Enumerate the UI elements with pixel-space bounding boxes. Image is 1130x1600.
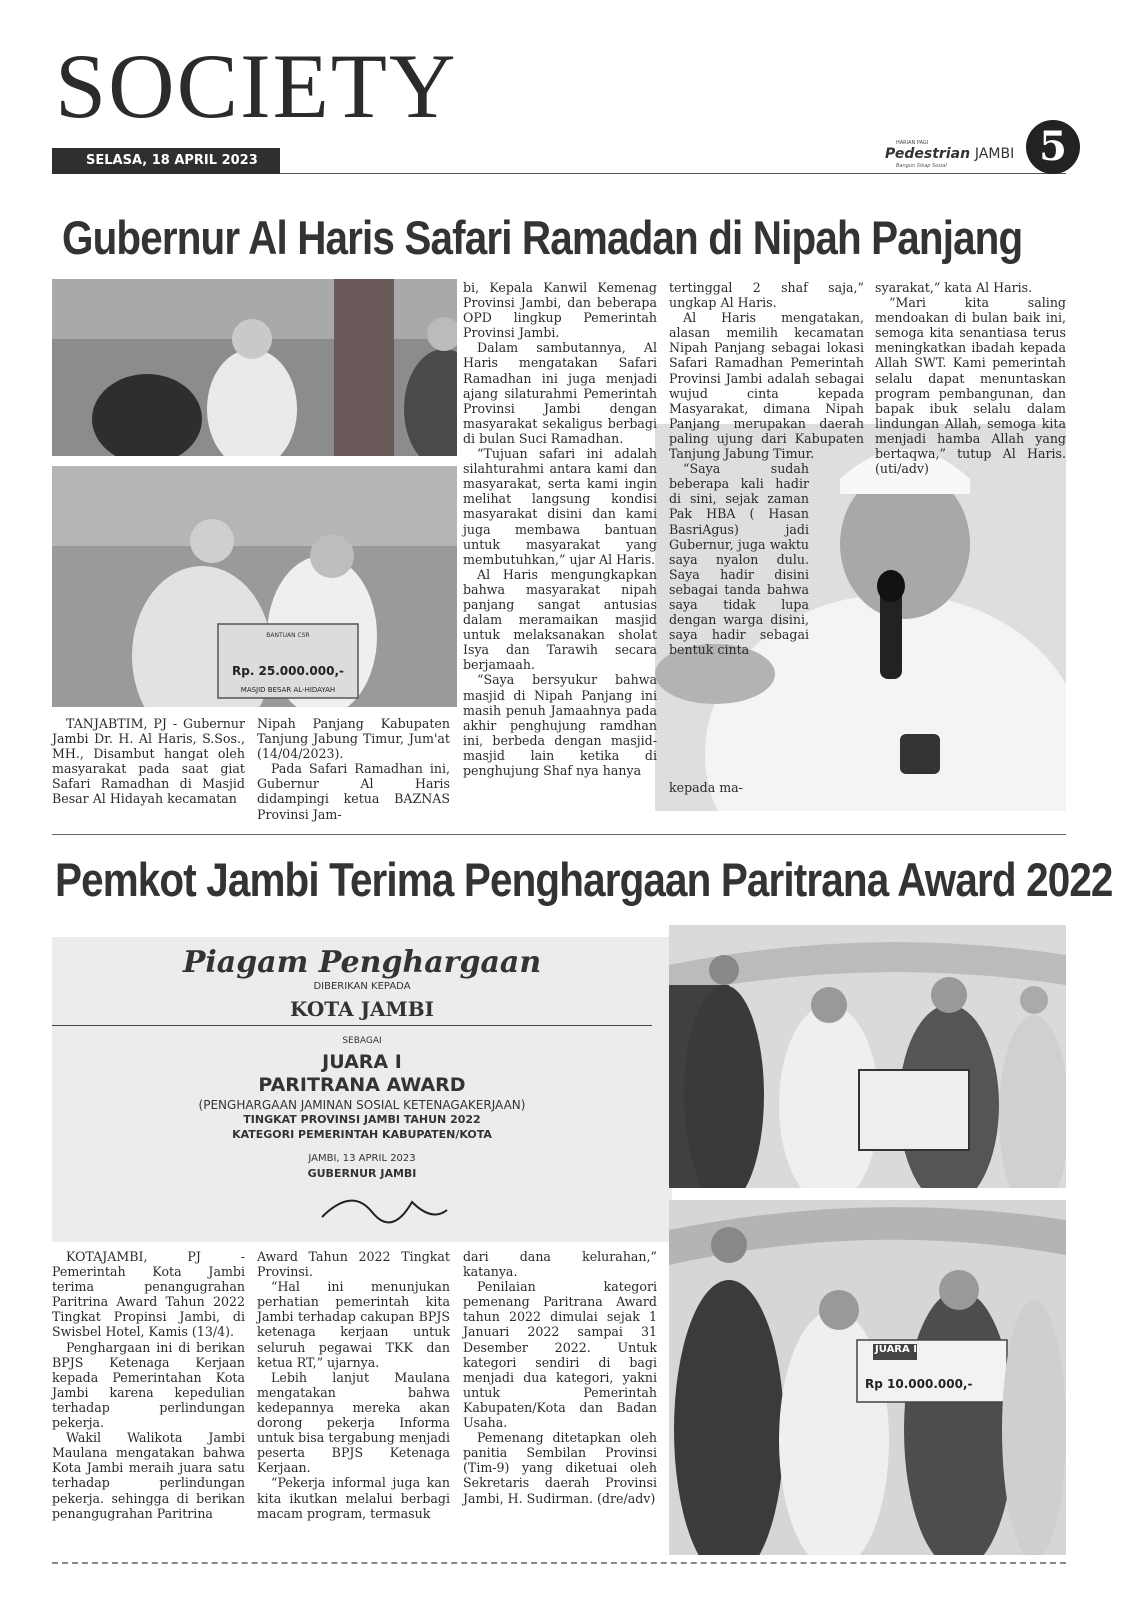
certificate-subtitle: (PENGHARGAAN JAMINAN SOSIAL KETENAGAKERJAAN) [198,1098,526,1112]
article1-column-4 [669,280,864,657]
article2-column-2 [257,1249,450,1521]
article1-col3-paragraph: Al Haris mengungkapkan bahwa masyarakat nipah panjang sangat antusias dalam meramaikan masjid untuk melaksanakan sholat Isya dan Tarawih secara berjamaah. [463,566,657,673]
article1-headline: Gubernur Al Haris Safari Ramadan di Nipah Panjang [62,211,1023,264]
award-board-title: JUARA I [875,1344,917,1355]
article2-col1-paragraph: Penghargaan ini di berikan BPJS Ketenaga Kerjaan kepada Pemerintahan Kota Jambi karena kepedulian terhadap perlindungan pekerja. [52,1339,245,1431]
paper-city: JAMBI [974,146,1015,162]
article2-column-3 [463,1249,657,1506]
article2-col1-paragraph: Wakil Walikota Jambi Maulana mengatakan bahwa Kota Jambi meraih juara satu terhadap perlindungan pekerja. sehingga di berikan penangugrahan Paritrina [52,1430,245,1521]
article2-photo-award-1 [669,925,1066,1188]
article2-col1-paragraph: KOTAJAMBI, PJ - Pemerintah Kota Jambi terima penangugrahan Paritrina Award Tahun 2022 Tingkat Propinsi Jambi, di Swisbel Hotel, Kamis (13/4). [52,1249,245,1340]
certificate-title: Piagam Penghargaan [182,945,542,980]
article1-col4-paragraph: “Saya sudah beberapa kali hadir di sini, sejak zaman Pak HBA ( Hasan BasriAgus) jadi Gubernur, juga waktu saya nyalon dulu. Saya hadir disini sebagai tanda bahwa saya tidak lupa dengan warga disini, saya hadir sebagai bentuk cinta [669,461,809,658]
section-title: SOCIETY [55,35,458,137]
certificate-signer: GUBERNUR JAMBI [307,1167,417,1180]
article2-col2-paragraph: “Pekerja informal juga kan kita ikutkan melalui berbagi macam program, termasuk [257,1475,450,1521]
certificate-category: KATEGORI PEMERINTAH KABUPATEN/KOTA [232,1128,492,1141]
article2-column-1 [52,1249,245,1521]
award-board-amount: Rp 10.000.000,- [865,1377,973,1391]
article1-col2-paragraph: Nipah Panjang Kabupaten Tanjung Jabung Timur, Jum'at (14/04/2023). [257,716,450,762]
article1-column-5 [875,280,1066,476]
article2-col3-paragraph: Penilaian kategori pemenang Paritrana Award tahun 2022 dimulai sejak 1 Januari 2022 sampai 31 Desember 2022. Untuk kategori sendiri di bagi menjadi dua kategori, yakni untuk Pemerintah Kabupaten/Kota dan Badan Usaha. [463,1279,657,1431]
paper-brand: Pedestrian [885,146,971,162]
article1-column-4-tail [669,780,749,795]
article2-col2-paragraph: Award Tahun 2022 Tingkat Provinsi. [257,1249,450,1280]
certificate-level: TINGKAT PROVINSI JAMBI TAHUN 2022 [243,1113,481,1126]
article1-col1-paragraph: TANJABTIM, PJ - Gubernur Jambi Dr. H. Al Haris, S.Sos., MH., Disambut hangat oleh masyarakat pada saat giat Safari Ramadhan di Masjid Besar Al Hidayah kecamatan [52,716,245,807]
article1-col4-paragraph: tertinggal 2 shaf saja,” ungkap Al Haris. [669,280,864,311]
greeting-photo-illustration [52,279,457,456]
article1-col3-paragraph: bi, Kepala Kanwil Kemenag Provinsi Jambi, dan beberapa OPD lingkup Pemerintah Provinsi Jambi. [463,280,657,341]
page-bottom-rule [52,1562,1066,1564]
article1-photo-greeting [52,279,457,456]
article1-col2-paragraph: Pada Safari Ramadhan ini, Gubernur Al Haris didampingi ketua BAZNAS Provinsi Jam- [257,761,450,822]
award-photo-illustration [669,925,1066,1188]
header-rule [280,173,1066,174]
article1-col5-paragraph: “Mari kita saling mendoakan di bulan baik ini, semoga kita senantiasa terus meningkatkan ibadah kepada Allah SWT. Kami pemerintah selalu dapat menuntaskan program pembangunan, dan bapak ibuk selalu dalam lindungan Allah, semoga kita menjadi hamba Allah yang bertaqwa,” tutup Al Haris. (uti/adv) [875,295,1066,477]
certificate-given-to: DIBERIKAN KEPADA [313,981,411,992]
article2-col2-paragraph: Lebih lanjut Maulana mengatakan bahwa kedepannya mereka akan dorong pekerja Informa untuk bisa tergabung menjadi peserta BPJS Ketenaga Kerjaan. [257,1369,450,1476]
certificate-rule [52,1025,652,1026]
article2-col3-paragraph: Pemenang ditetapkan oleh panitia Sembilan Provinsi (Tim-9) yang diketuai oleh Sekretaris daerah Provinsi Jambi, H. Sudirman. (dre/adv) [463,1430,657,1506]
article1-col3-paragraph: “Saya bersyukur bahwa masjid di Nipah Panjang ini masih penuh Jamaahnya pada akhir penghujung ramdhan ini, berbeda dengan masjid-masjid lain ketika di penghujung Shaf nya hanya [463,672,657,778]
issue-date: SELASA, 18 APRIL 2023 [52,148,280,174]
article2-col2-paragraph: “Hal ini menunjukan perhatian pemerintah kita Jambi terhadap cakupan BPJS ketenaga kerjaan untuk seluruh pegawai TKK dan ketua RT,” ujarnya. [257,1279,450,1370]
paper-tagline: Bangun Sikap Sosial [896,163,947,169]
certificate-place-date: JAMBI, 13 APRIL 2023 [308,1153,416,1164]
award-certificate [52,937,672,1242]
handover-board-label: BANTUAN CSR [266,632,310,639]
paper-logo [885,146,1014,162]
certificate-as: SEBAGAI [342,1036,382,1046]
article1-column-1 [52,716,245,807]
article2-headline: Pemkot Jambi Terima Penghargaan Paritrana Award 2022 [55,853,1113,906]
page-number: 5 [1026,120,1080,174]
article1-photo-handover [52,466,457,707]
certificate-rank: JUARA I [322,1051,402,1073]
certificate-recipient: KOTA JAMBI [290,997,434,1021]
article2-photo-award-2 [669,1200,1066,1555]
article1-col3-paragraph: “Tujuan safari ini adalah silahturahmi antara kami dan masyarakat, serta kami ingin melihat langsung kondisi masyarakat disini dan kami juga membawa bantuan untuk masyarakat yang membutuhkan,” ujar Al Haris. [463,446,657,567]
article-divider [52,834,1066,835]
handover-board-mosque: MASJID BESAR AL-HIDAYAH [240,686,336,694]
article2-col3-paragraph: dari dana kelurahan,” katanya. [463,1249,657,1280]
article1-col4-paragraph: Al Haris mengatakan, alasan memilih kecamatan Nipah Panjang sebagai lokasi Safari Ramadhan Pemerintah Provinsi Jambi adalah sebagai wujud cinta kepada Masyarakat, dimana Nipah Panjang merupakan daerah paling ujung dari Kabupaten Tanjung Jabung Timur. [669,310,864,462]
certificate-award: PARITRANA AWARD [258,1074,466,1096]
handover-board-amount: Rp. 25.000.000,- [231,664,345,678]
article1-column-3 [463,280,657,778]
signature-icon [312,1182,452,1232]
paper-top-label: HARIAN PAGI [896,140,929,146]
article1-col4-tail-text: kepada ma- [669,780,743,795]
article1-col3-paragraph: Dalam sambutannya, Al Haris mengatakan Safari Ramadhan ini juga menjadi ajang silaturahmi Pemerintah Provinsi Jambi dengan masyarakat sekaligus berbagi di bulan Suci Ramadhan. [463,340,657,446]
article1-column-2 [257,716,450,822]
article1-col5-paragraph: syarakat,” kata Al Haris. [875,280,1033,295]
